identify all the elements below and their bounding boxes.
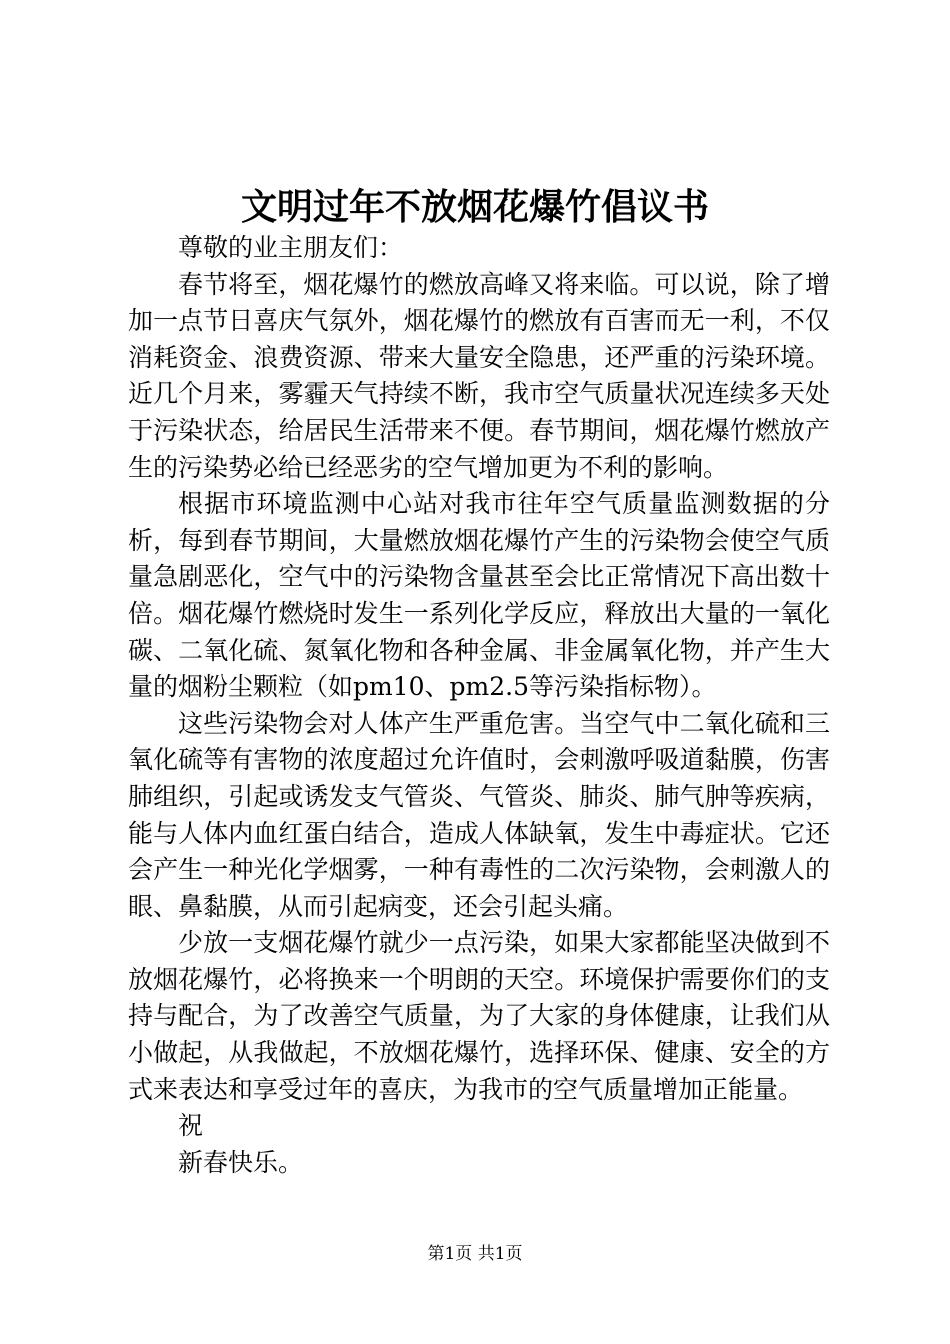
paragraph-4: 少放一支烟花爆竹就少一点污染，如果大家都能坚决做到不放烟花爆竹，必将换来一个明朗的天空。环境保护需要你们的支持与配合，为了改善空气质量，为了大家的身体健康，让我们从小做起，从我做起，不放烟花爆竹，选择环保、健康、安全的方式来表达和享受过年的喜庆，为我市的空气质量增加正能量。 <box>128 928 830 1104</box>
salutation: 尊敬的业主朋友们： <box>178 233 404 262</box>
paragraph-2: 根据市环境监测中心站对我市往年空气质量监测数据的分析，每到春节期间，大量燃放烟花爆竹产生的污染物会使空气质量急剧恶化，空气中的污染物含量甚至会比正常情况下高出数十倍。烟花爆竹燃烧时发生一系列化学反应，释放出大量的一氧化碳、二氧化硫、氮氧化物和各种金属、非金属氧化物，并产生大量的烟粉尘颗粒（如pm10、pm2.5等污染指标物）。 <box>128 489 830 702</box>
document-body <box>128 230 830 1181</box>
page-number-footer: 第1页 共1页 <box>427 1244 523 1264</box>
paragraph-1: 春节将至，烟花爆竹的燃放高峰又将来临。可以说，除了增加一点节日喜庆气氛外，烟花爆竹的燃放有百害而无一利，不仅消耗资金、浪费资源、带来大量安全隐患，还严重的污染环境。近几个月来，雾霾天气持续不断，我市空气质量状况连续多天处于污染状态，给居民生活带来不便。春节期间，烟花爆竹燃放产生的污染势必给已经恶劣的空气增加更为不利的影响。 <box>128 269 830 482</box>
closing-wish: 祝 <box>178 1111 204 1141</box>
paragraph-3: 这些污染物会对人体产生严重危害。当空气中二氧化硫和三氧化硫等有害物的浓度超过允许值时，会刺激呼吸道黏膜，伤害肺组织，引起或诱发支气管炎、气管炎、肺炎、肺气肿等疾病，能与人体内血红蛋白结合，造成人体缺氧，发生中毒症状。它还会产生一种光化学烟雾，一种有毒性的二次污染物，会刺激人的眼、鼻黏膜，从而引起病变，还会引起头痛。 <box>128 708 830 921</box>
document-title: 文明过年不放烟花爆竹倡议书 <box>240 186 709 228</box>
closing-greeting: 新春快乐。 <box>178 1147 304 1177</box>
